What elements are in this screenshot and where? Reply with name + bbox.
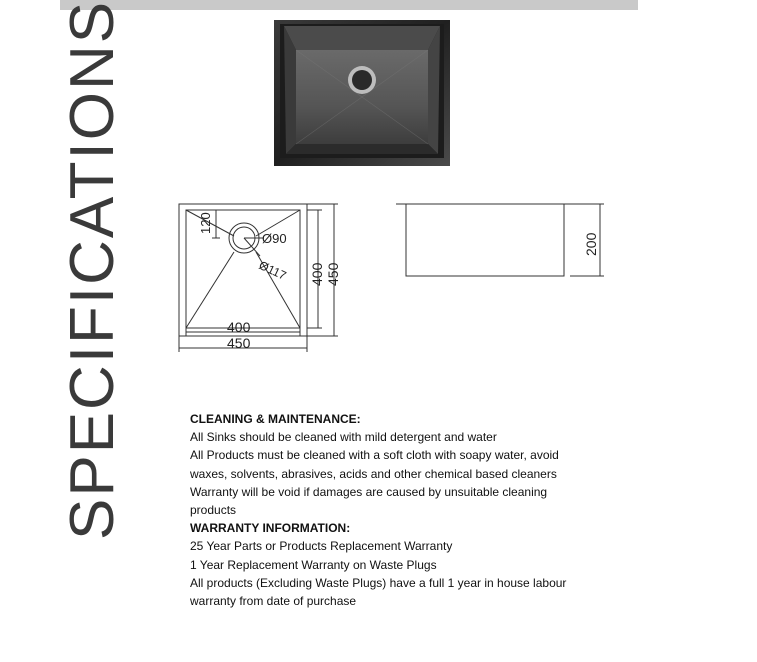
header-bar [60,0,638,10]
dim-height: 200 [583,232,599,256]
dim-inner-width: 400 [227,319,251,335]
warranty-line: 1 Year Replacement Warranty on Waste Plugs [190,557,437,572]
top-view-drawing [174,196,344,356]
dim-drain-offset: 120 [198,212,213,234]
dim-inner-depth: 400 [309,262,325,286]
dim-outer-width: 450 [227,335,251,351]
sink-photo [274,20,450,166]
info-section [190,410,610,610]
dim-drain-outer-diameter: Ø117 [256,258,289,283]
page-title: SPECIFICATIONS [58,0,127,540]
dim-drain-diameter: Ø90 [262,231,287,246]
cleaning-line: All Products must be cleaned with a soft cloth with soapy water, avoid [190,448,559,463]
cleaning-line: products [190,503,237,518]
cleaning-line: All Sinks should be cleaned with mild detergent and water [190,430,497,445]
warranty-heading: WARRANTY INFORMATION: [190,521,351,536]
side-view-drawing [394,196,606,282]
cleaning-line: Warranty will be void if damages are caused by unsuitable cleaning [190,484,548,499]
dim-outer-depth: 450 [325,262,341,286]
cleaning-heading: CLEANING & MAINTENANCE: [190,412,361,426]
warranty-line: 25 Year Parts or Products Replacement Warranty [190,539,453,554]
warranty-line: warranty from date of purchase [190,594,357,609]
warranty-line: All products (Excluding Waste Plugs) have a full 1 year in house labour [190,575,567,590]
cleaning-line: waxes, solvents, abrasives, acids and other chemical based cleaners [190,466,557,481]
